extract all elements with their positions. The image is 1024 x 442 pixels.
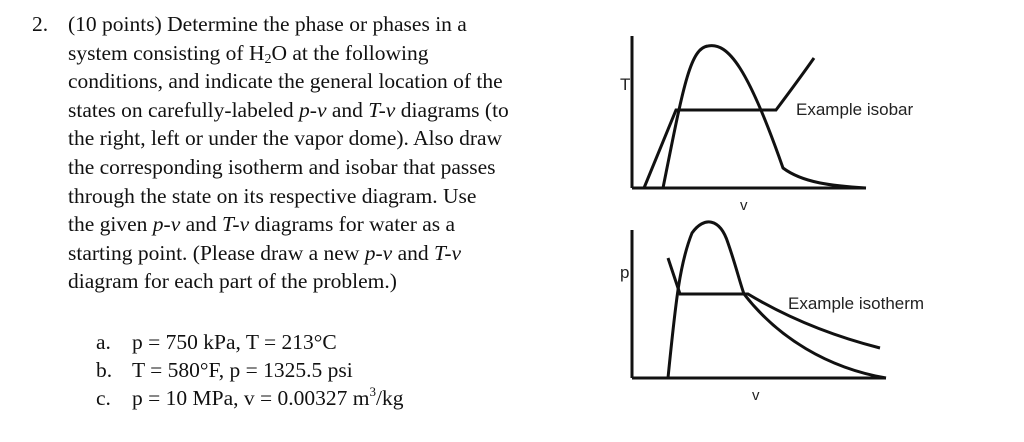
tv-annotation: Example isobar — [796, 100, 914, 119]
tv-term: T-v — [434, 240, 462, 265]
tv-isobar — [644, 58, 814, 188]
problem-line: the given p-v and T-v diagrams for water as a — [68, 212, 456, 237]
pv-term: p-v — [299, 97, 327, 122]
problem-line: starting point. (Please draw a new p-v and T-v — [68, 240, 462, 265]
tv-x-label: v — [740, 197, 748, 214]
problem-line: states on carefully-labeled p-v and T-v diagrams (to — [68, 97, 509, 122]
tv-term: T-v — [368, 97, 396, 122]
pv-annotation: Example isotherm — [788, 294, 925, 313]
problem-line: the corresponding isotherm and isobar that passes — [68, 154, 496, 179]
subscript: 2 — [264, 51, 272, 67]
problem-line: (10 points) Determine the phase or phases in a — [68, 12, 467, 36]
problem-number: 2. — [32, 12, 49, 36]
problem-body — [68, 10, 598, 296]
problem-line: the right, left or under the vapor dome). Also draw — [68, 126, 503, 151]
pv-y-label: p — [620, 263, 630, 282]
tv-term: T-v — [222, 212, 250, 237]
part-a: a. p = 750 kPa, T = 213°C — [96, 330, 337, 354]
part-c: c. p = 10 MPa, v = 0.00327 $m^3/kg$ — [96, 384, 404, 410]
parts-list — [96, 328, 403, 412]
pv-term: p-v — [152, 212, 181, 237]
thermo-diagrams — [608, 18, 1008, 418]
pv-term: p-v — [364, 240, 393, 265]
problem-line: conditions, and indicate the general location of the — [68, 69, 503, 94]
problem-line: diagram for each part of the problem.) — [68, 269, 397, 294]
part-b: b. T = 580°F, p = 1325.5 psi — [96, 358, 353, 382]
problem-line: system consisting of $H_2O$ at the following — [68, 40, 429, 67]
pv-x-label: v — [752, 387, 760, 404]
problem-line: through the state on its respective diagram. Use — [68, 183, 477, 208]
tv-y-label: T — [620, 75, 631, 94]
